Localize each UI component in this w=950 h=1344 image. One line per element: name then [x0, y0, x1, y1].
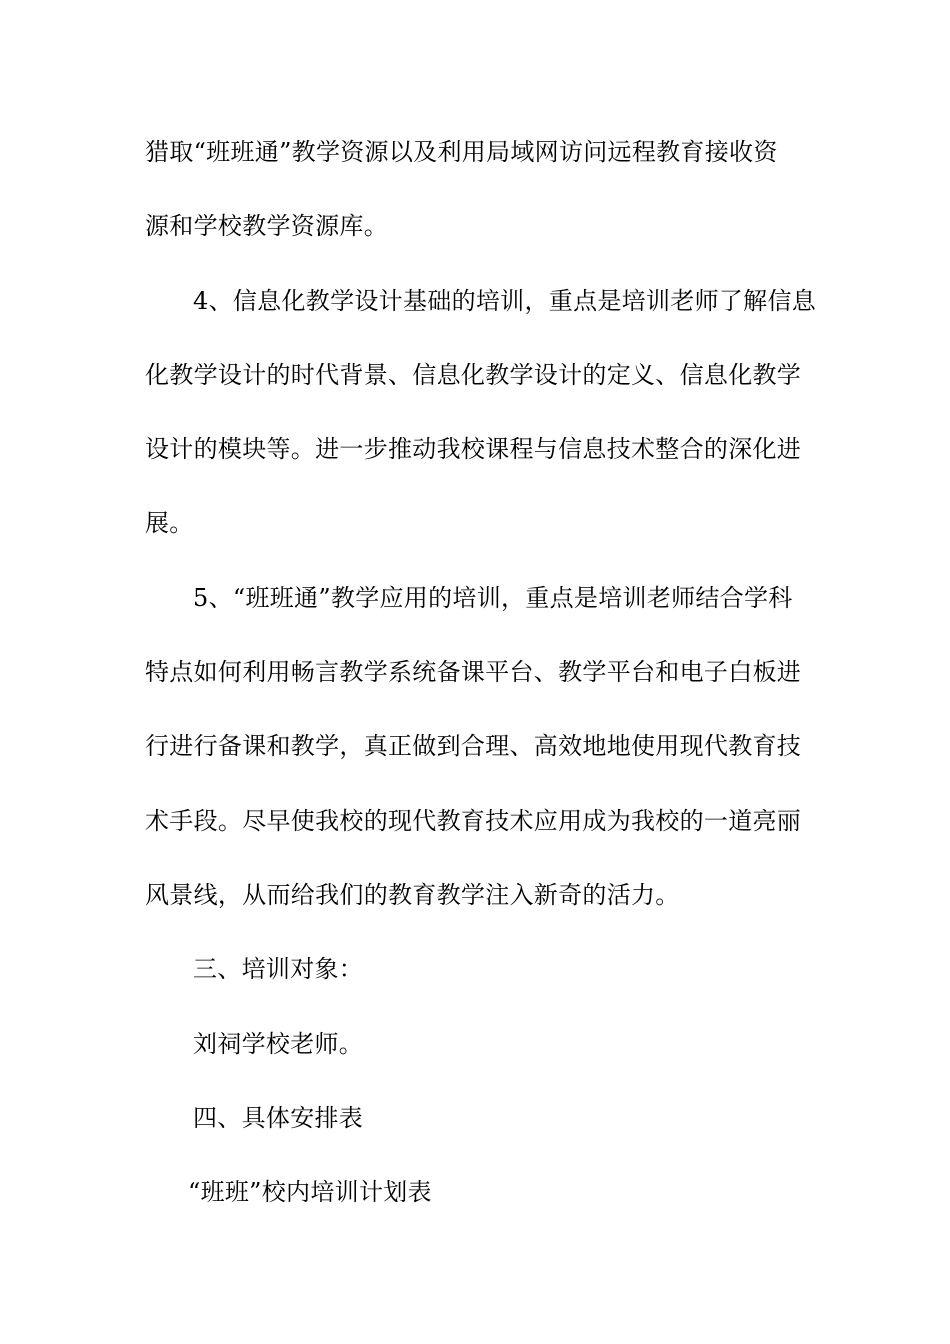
paragraph-line-3: 4、信息化教学设计基础的培训，重点是培训老师了解信息 — [193, 287, 817, 315]
paragraph-line-1: 猎取“班班通”教学资源以及利用局域网访问远程教育接收资 — [145, 138, 778, 166]
paragraph-line-target: 刘祠学校老师。 — [193, 1030, 364, 1058]
paragraph-line-11: 风景线，从而给我们的教育教学注入新奇的活力。 — [145, 881, 680, 909]
section-heading-schedule: 四、具体安排表 — [193, 1104, 364, 1132]
paragraph-line-10: 术手段。尽早使我校的现代教育技术应用成为我校的一道亮丽 — [145, 807, 802, 835]
section-heading-training-target: 三、培训对象： — [193, 955, 364, 983]
paragraph-line-8: 特点如何利用畅言教学系统备课平台、教学平台和电子白板进 — [145, 658, 802, 686]
paragraph-line-9: 行进行备课和教学，真正做到合理、高效地地使用现代教育技 — [145, 732, 802, 760]
paragraph-line-7: 5、“班班通”教学应用的培训，重点是培训老师结合学科 — [193, 584, 793, 612]
paragraph-line-6: 展。 — [145, 509, 194, 537]
paragraph-line-2: 源和学校教学资源库。 — [145, 212, 388, 240]
table-title: “班班”校内培训计划表 — [188, 1178, 432, 1206]
paragraph-line-5: 设计的模块等。进一步推动我校课程与信息技术整合的深化进 — [145, 435, 802, 463]
paragraph-line-4: 化教学设计的时代背景、信息化教学设计的定义、信息化教学 — [145, 361, 802, 389]
